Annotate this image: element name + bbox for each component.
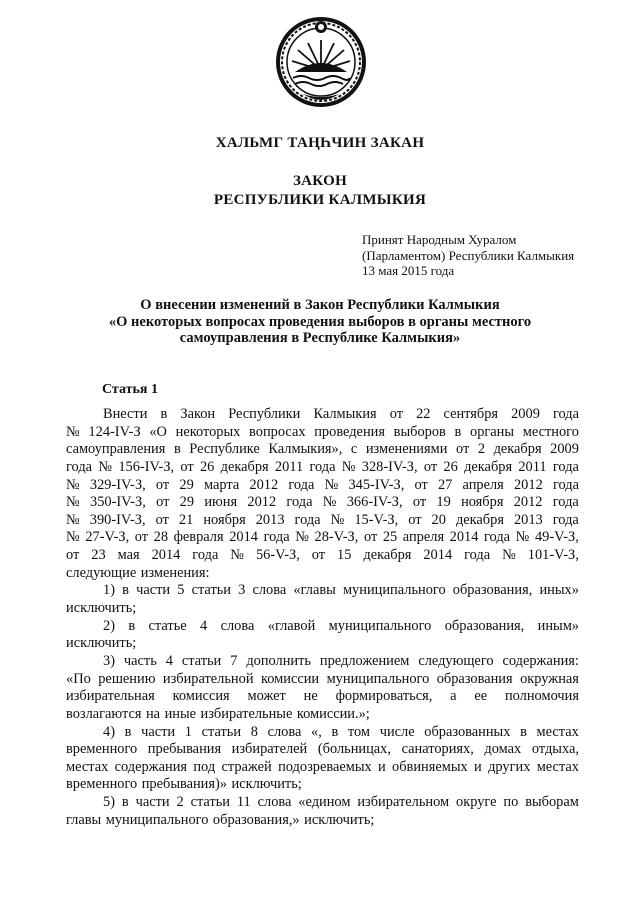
word: окружная [520,670,579,687]
word: «главы [293,582,336,599]
word: 2013 [255,511,285,528]
body-line [66,618,579,636]
word: том [347,723,371,740]
word: года [288,476,315,493]
word: Закон [180,406,216,422]
word: пребывания [147,741,222,758]
adoption-note [362,232,602,279]
word: слова [220,617,255,634]
word: ее [474,688,488,705]
word: сентября [443,406,499,422]
word: 345-IV-З, [348,476,405,493]
word: проведения [314,423,385,440]
body-line [66,582,579,600]
word: слова [257,794,292,811]
body-line [66,741,579,759]
word: часть [123,652,157,669]
word: 27-V-З, [85,529,130,546]
word: 29 [179,494,195,511]
body-line [66,441,579,459]
word: 124-IV-З [88,423,141,440]
word: в [128,617,136,634]
word: Внести [103,406,148,422]
word: подозреваемых [278,758,372,775]
word: 2014 [423,547,453,564]
word: возлагаются [66,705,142,722]
word: иных» [539,582,579,599]
word: и [474,758,482,775]
word: муниципального [342,582,446,599]
word: в [454,423,462,440]
word: избирателей [231,741,308,758]
word: 29 [179,476,194,493]
word: № [66,494,80,511]
word: 2014 [449,529,479,546]
word: содержания [114,758,188,775]
body-line [66,529,579,547]
word: от [311,547,326,564]
word: 26 [443,458,458,475]
word: домах [484,741,522,758]
word: муниципального [326,670,430,687]
law-title [80,297,560,347]
word: 3) [103,652,115,669]
adoption-line: (Парламентом) Республики Калмыкия [362,247,575,263]
body-line [66,477,579,495]
word: других [488,758,531,775]
body-line [66,776,579,794]
word: года [552,494,579,511]
article-body [66,406,579,829]
word: 390-IV-З, [89,511,146,528]
word: образованных [424,723,511,740]
word: части [135,794,170,811]
word: года [484,529,511,546]
word: апреля [462,476,504,493]
word: формироваться, [335,688,433,705]
word: года [552,511,579,528]
word: года [263,529,290,546]
word: под [193,758,216,775]
word: ноября [203,511,246,528]
word: 329-IV-З, [89,476,146,493]
word: пребывания)» [141,776,227,793]
word: года [552,458,579,475]
word: 5) [103,794,115,811]
word: Республики [228,406,301,422]
word: может [247,688,286,705]
word: № [502,547,516,564]
word: решению [98,670,156,687]
word: в [124,723,132,740]
word: от [423,458,438,475]
word: мая [117,547,140,564]
word: 2 [176,794,184,811]
word: от [414,476,428,493]
word: некоторых [175,423,241,440]
word: по [503,794,519,811]
word: № [324,476,339,493]
word: от [389,406,404,422]
word: № [341,458,356,475]
body-line [66,688,579,706]
word: 2011 [274,458,304,475]
coat-of-arms-emblem [273,14,369,110]
word: обвиняемых [392,758,468,775]
word: февраля [173,529,224,546]
word: 101-V-З, [527,547,579,564]
word: «По [66,670,91,687]
word: от [155,476,170,493]
word: 15-V-З, [354,511,399,528]
word: № [66,529,80,546]
word: от [134,529,149,546]
word: декабря [464,458,513,475]
word: в [121,794,129,811]
word: 7 [230,652,238,669]
word: от [155,511,169,528]
word: статье [148,617,187,634]
word: 28 [153,529,169,546]
body-line [66,424,579,442]
word: выборов [393,423,446,440]
word: иным» [537,617,579,634]
word: изменениями [365,441,448,458]
law-title-line: самоуправления в Республике Калмыкия» [179,330,461,346]
body-line [66,406,579,424]
word: № [295,529,309,546]
word: 4 [200,617,208,634]
word: № [66,511,80,528]
word: декабря [220,458,269,475]
word: 2012 [247,494,277,511]
body-line [66,459,579,477]
word: в [122,582,129,599]
word: образования, [444,617,525,634]
word: полномочия [504,688,579,705]
word: Калмыкия», [268,441,343,458]
word: образования [436,670,513,687]
body-line [66,812,579,830]
word: вопросах [249,423,306,440]
word: года [286,494,313,511]
word: статьи [190,794,230,811]
header-republic-title: РЕСПУБЛИКИ КАЛМЫКИЯ [213,192,427,208]
word: предложением [319,652,410,669]
word: 19 [436,494,451,511]
word: самоуправления [66,441,166,458]
word: главы [66,811,102,828]
word: «главой [267,617,316,634]
word: № [515,529,530,546]
word: органы [470,423,515,440]
word: выборам [525,794,579,811]
word: 25 [382,529,398,546]
word: в [173,441,181,458]
word: слова [252,582,287,599]
word: 22 [416,406,431,422]
word: 27 [437,476,453,493]
word: в [331,723,339,740]
word: местах [536,758,579,775]
word: изменения: [140,564,210,581]
body-line [66,512,579,530]
word: комиссия [172,688,230,705]
word: 366-IV-З, [346,494,403,511]
word: избирательной [162,670,254,687]
word: года [552,406,579,422]
word: года [192,547,219,564]
word: от [455,441,470,458]
header-law-title: ЗАКОН [292,173,348,189]
word: «О [149,423,167,440]
word: июня [204,494,238,511]
word: местного [522,423,579,440]
header-kalmyk-title: ХАЛЬМГ ТАҢҺЧИН ЗАКАН [215,135,425,151]
word: в [520,723,527,740]
body-line [66,600,579,618]
word: слова [267,723,302,740]
word: образования,» [212,811,300,828]
word: комиссии.»; [296,705,370,722]
word: временного [66,776,138,793]
word: с [350,441,358,458]
word: исключить; [304,811,375,828]
word: санаториях, [401,741,474,758]
word: стражей [221,758,272,775]
word: статьи [191,582,231,599]
body-line [66,759,579,777]
word: числе [379,723,415,740]
body-line [66,653,579,671]
word: содержания: [502,652,579,669]
law-title-line: «О некоторых вопросах проведения выборов в органы местного [108,313,532,330]
word: муниципального [328,617,432,634]
word: 2012 [249,476,279,493]
word: исключить; [66,600,137,617]
word: № [322,494,337,511]
word: от [412,494,427,511]
word: № [98,458,113,475]
word: временного [66,741,138,758]
word: от [156,494,170,511]
body-line [66,635,579,653]
word: 28-V-З, [314,529,359,546]
word: округе [456,794,497,811]
word: 26 [199,458,215,475]
word: 2011 [518,458,547,475]
word: 23 [91,547,106,564]
word: не [303,688,318,705]
word: 21 [178,511,194,528]
word: и [378,758,386,775]
body-line [66,547,579,565]
word: 15 [337,547,352,564]
word: 2013 [513,511,543,528]
adoption-date: 13 мая 2015 года [362,263,455,278]
word: года [66,458,93,475]
word: части [136,582,171,599]
word: в [160,406,168,422]
word: 2014 [229,529,258,546]
word: 2012 [513,476,543,493]
word: декабря [363,547,412,564]
word: Республике [189,441,260,458]
body-line [66,794,579,812]
body-line [66,724,579,742]
word: дополнить [246,652,311,669]
word: 49-V-З, [534,529,579,546]
word: 2012 [513,494,543,511]
word: муниципального [105,811,209,828]
word: образования, [452,582,533,599]
word: комиссии [260,670,320,687]
word: 11 [236,794,251,811]
word: избирательные [200,705,293,722]
word: 4) [103,723,115,740]
word: 8 [250,723,258,740]
word: избирательная [66,688,155,705]
word: 2009 [550,441,579,458]
word: исключить; [231,776,302,793]
word: «, [311,723,322,740]
word: статьи [181,652,222,669]
body-line [66,494,579,512]
word: от [180,458,194,475]
word: следующие [66,564,137,581]
word: части [141,723,176,740]
word: № [230,547,245,564]
word: 350-IV-З, [90,494,146,511]
word: декабря [493,441,542,458]
word: 2009 [511,406,540,422]
body-line [66,706,579,724]
word: 2014 [151,547,181,564]
word: «едином [298,794,351,811]
word: декабря [455,511,504,528]
word: 5 [177,582,185,599]
law-title-line: О внесении изменений в Закон Республики Калмыкия [140,297,500,313]
word: 1 [184,723,192,740]
word: местах [536,723,579,740]
word: 4 [165,652,173,669]
body-line [66,671,579,689]
word: года [552,476,579,493]
word: иные [164,705,197,722]
word: апреля [402,529,445,546]
word: года [294,511,321,528]
word: ноября [461,494,504,511]
word: от [408,511,422,528]
word: избирательном [357,794,450,811]
word: отдыха, [531,741,579,758]
word: (больницах, [317,741,391,758]
word: 3 [238,582,246,599]
word: местах [66,758,109,775]
word: года [309,458,336,475]
word: статьи [201,723,242,740]
word: от [363,529,378,546]
word: 56-V-З, [255,547,300,564]
word: от [66,547,80,564]
body-line [66,565,579,583]
word: № [66,476,80,493]
word: исключить; [66,635,137,652]
word: марта [203,476,240,493]
word: 20 [431,511,446,528]
word: года [464,547,491,564]
word: 156-IV-З, [118,458,175,475]
word: на [145,705,161,722]
word: № [66,423,80,440]
article-heading: Статья 1 [102,382,158,397]
word: 2 [477,441,486,458]
word: 328-IV-З, [361,458,418,475]
word: Калмыкия [313,406,377,422]
adoption-line: Принят Народным Хуралом [362,232,517,247]
word: следующего [418,652,494,669]
word: а [450,688,457,705]
word: 1) [103,582,115,599]
word: № [330,511,345,528]
word: 2) [103,617,115,634]
